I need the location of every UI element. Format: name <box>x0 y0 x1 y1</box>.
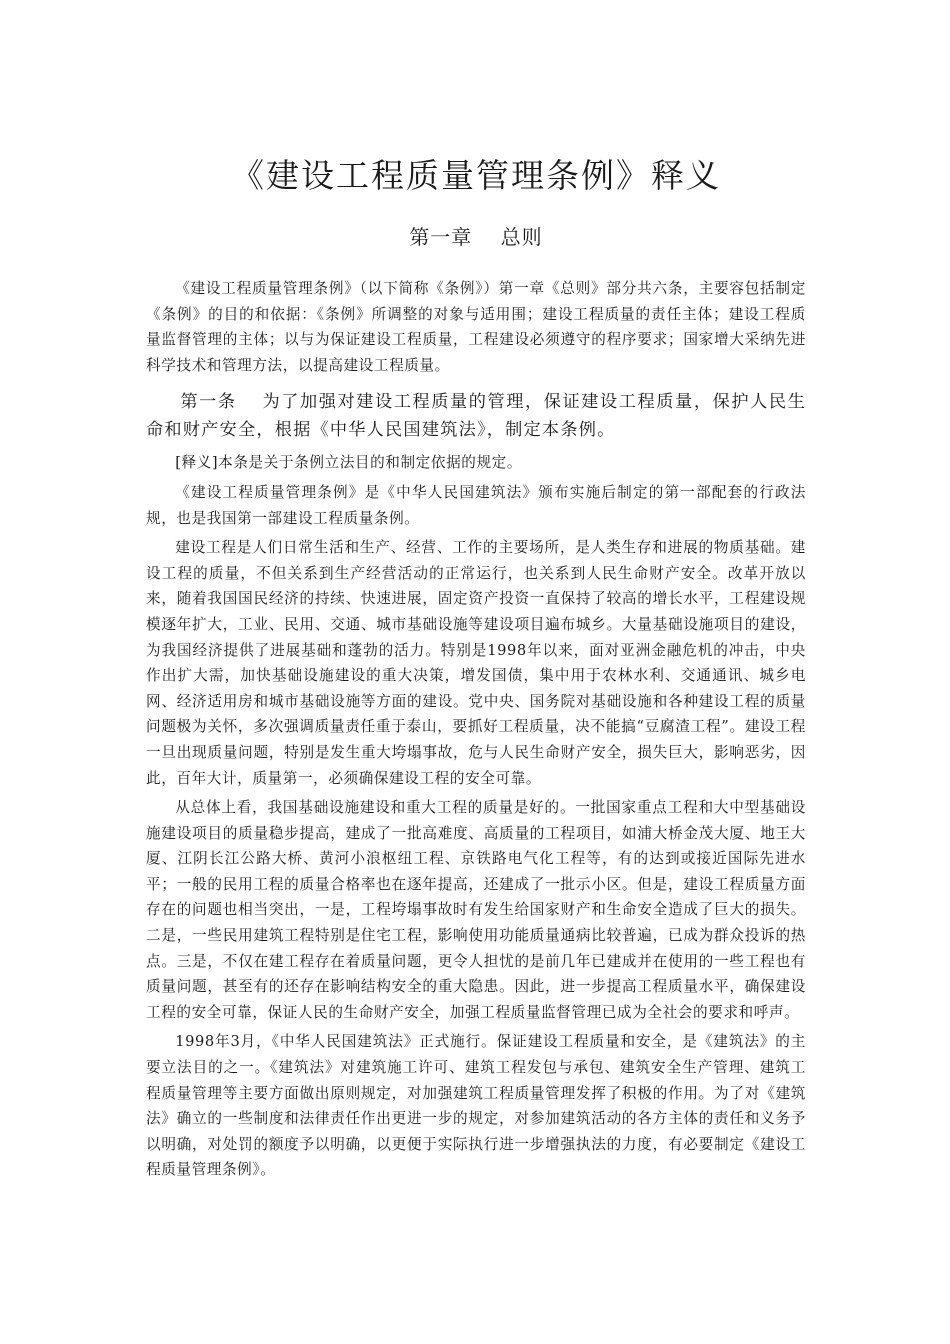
document-page <box>146 150 806 1183</box>
intro-paragraph: 《建设工程质量管理条例》（以下简称《条例》）第一章《总则》部分共六条，主要容包括制定《条例》的目的和依据：《条例》所调整的对象与适用围；建设工程质量的责任主体；建设工程质量监督管理的主体；以与为保证建设工程质量，工程建设必须遵守的程序要求；国家增大采纳先进科学技术和管理方法，以提高建设工程质量。 <box>146 280 806 374</box>
body-paragraph-3: 从总体上看，我国基础设施建设和重大工程的质量是好的。一批国家重点工程和大中型基础设施建设项目的质量稳步提高，建成了一批高难度、高质量的工程项目，如浦大桥金茂大厦、地王大厦、江阴长江公路大桥、黄河小浪枢纽工程、京铁路电气化工程等，有的达到或接近国际先进水平；一般的民用工程的质量合格率也在逐年提高，还建成了一批示小区。但是，建设工程质量方面存在的问题也相当突出，一是，工程垮塌事故时有发生给国家财产和生命安全造成了巨大的损失。二是，一些民用建筑工程特别是住宅工程，影响使用功能质量通病比较普遍，已成为群众投诉的热点。三是，不仅在建工程存在着质量问题，更令人担忧的是前几年已建成并在使用的一些工程也有质量问题，甚至有的还存在影响结构安全的重大隐患。因此，进一步提高工程质量水平，确保建设工程的安全可靠，保证人民的生命财产安全，加强工程质量监督管理已成为全社会的要求和呼声。 <box>146 799 806 1021</box>
body-paragraph-1: 《建设工程质量管理条例》是《中华人民国建筑法》颁布实施后制定的第一部配套的行政法规，也是我国第一部建设工程质量条例。 <box>146 483 806 527</box>
document-title: 《建设工程质量管理条例》释义 <box>231 156 721 195</box>
explanation-paragraph: [释义]本条是关于条例立法目的和制定依据的规定。 <box>175 454 523 472</box>
chapter-title: 第一章 总则 <box>409 225 543 249</box>
article-1-paragraph: 第一条 为了加强对建设工程质量的管理，保证建设工程质量，保护人民生命和财产安全，根据《中华人民国建筑法》，制定本条例。 <box>146 392 806 441</box>
body-paragraph-2: 建设工程是人们日常生活和生产、经营、工作的主要场所，是人类生存和进展的物质基础。建设工程的质量，不但关系到生产经营活动的正常运行，也关系到人民生命财产安全。改革开放以来，随着我国国民经济的持续、快速进展，固定资产投资一直保持了较高的增长水平，工程建设规模逐年扩大，工业、民用、交通、城市基础设施等建设项目遍布城乡。大量基础设施项目的建设，为我国经济提供了进展基础和蓬勃的活力。特别是1998年以来，面对亚洲金融危机的冲击，中央作出扩大需，加快基础设施建设的重大决策，增发国债，集中用于农林水利、交通通讯、城乡电网、经济适用房和城市基础设施等方面的建设。党中央、国务院对基础设施和各种建设工程的质量问题极为关怀，多次强调质量责任重于泰山，要抓好工程质量，决不能搞“豆腐渣工程”。建设工程一旦出现质量问题，特别是发生重大垮塌事故，危与人民生命财产安全，损失巨大，影响恶劣，因此，百年大计，质量第一，必须确保建设工程的安全可靠。 <box>146 539 806 787</box>
body-paragraph-4: 1998年3月，《中华人民国建筑法》正式施行。保证建设工程质量和安全，是《建筑法》的主要立法目的之一。《建筑法》对建筑施工许可、建筑工程发包与承包、建筑安全生产管理、建筑工程质量管理等主要方面做出原则规定，对加强建筑工程质量管理发挥了积极的作用。为了对《建筑法》确立的一些制度和法律责任作出更进一步的规定，对参加建筑活动的各方主体的责任和义务予以明确，对处罚的额度予以明确，以更便于实际执行进一步增强执法的力度，有必要制定《建设工程质量管理条例》。 <box>146 1033 806 1179</box>
